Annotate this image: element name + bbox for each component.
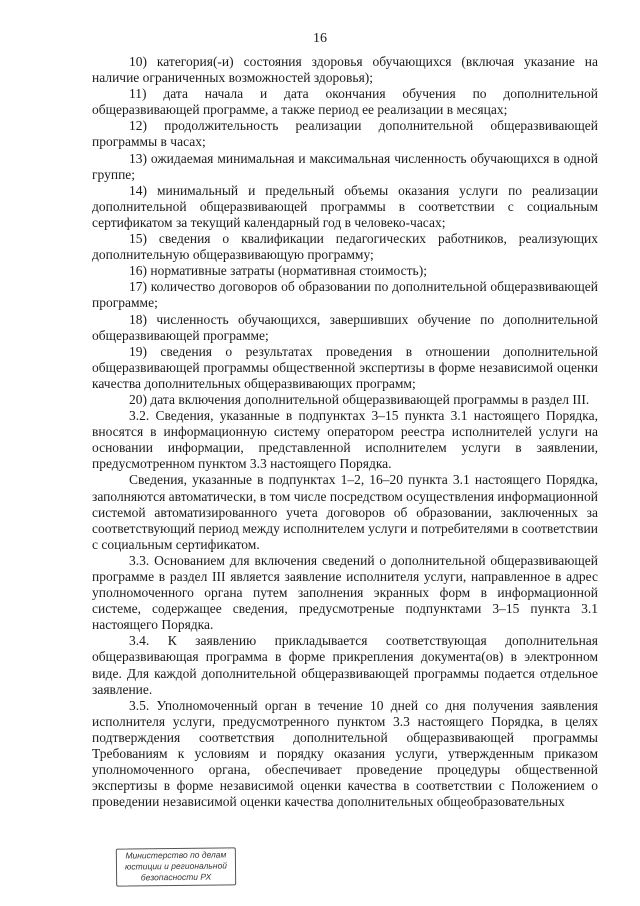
paragraph: 14) минимальный и предельный объемы оказания услуги по реализации дополнительной общеразвивающей программы в соответствии с социальным сертификатом за текущий календарный год в человеко-часах;: [92, 182, 598, 230]
paragraph: 3.3. Основанием для включения сведений о дополнительной общеразвивающей программе в раздел III является заявление исполнителя услуги, направленное в адрес уполномоченного органа путем заполнения экранных форм в информационной системе, содержащее сведения, предусмотреные подпунктами 3–15 пункта 3.1 настоящего Порядка.: [92, 552, 598, 633]
paragraph: 18) численность обучающихся, завершивших обучение по дополнительной общеразвивающей программе;: [92, 311, 598, 343]
stamp-line: безопасности РХ: [140, 871, 212, 883]
paragraph: 11) дата начала и дата окончания обучения по дополнительной общеразвивающей программе, а также период ее реализации в месяцах;: [92, 86, 598, 118]
paragraph: 12) продолжительность реализации дополнительной общеразвивающей программы в часах;: [92, 118, 598, 150]
stamp-line: Министерство по делам: [125, 849, 227, 861]
paragraph: 15) сведения о квалификации педагогических работников, реализующих дополнительную общеразвивающую программу;: [92, 231, 598, 263]
paragraph: 3.4. К заявлению прикладывается соответствующая дополнительная общеразвивающая программа в форме прикрепления документа(ов) в электронном виде. Для каждой дополнительной общеразвивающей программы подается отдельное заявление.: [92, 633, 598, 697]
paragraph: 10) категория(-и) состояния здоровья обучающихся (включая указание на наличие ограниченных возможностей здоровья);: [92, 54, 598, 86]
ministry-stamp: [116, 847, 236, 886]
paragraph: 20) дата включения дополнительной общеразвивающей программы в раздел III.: [129, 391, 590, 407]
document-body: [92, 54, 598, 810]
paragraph: Сведения, указанные в подпунктах 1–2, 16–20 пункта 3.1 настоящего Порядка, заполняются автоматически, в том числе посредством осуществления информационной системой автоматизированного учета договоров об образовании, заключенных за соответствующий период между исполнителем услуги и потребителями в соответствии с социальным сертификатом.: [92, 472, 598, 552]
paragraph: 17) количество договоров об образовании по дополнительной общеразвивающей программе;: [92, 279, 598, 311]
paragraph: 13) ожидаемая минимальная и максимальная численность обучающихся в одной группе;: [92, 150, 598, 182]
paragraph: 19) сведения о результатах проведения в отношении дополнительной общеразвивающей программы общественной экспертизы в форме независимой оценки качества дополнительных общеразвивающих программ;: [92, 343, 598, 391]
page-number: 16: [313, 31, 327, 46]
stamp-line: юстиции и региональной: [124, 860, 228, 872]
paragraph: 16) нормативные затраты (нормативная стоимость);: [129, 263, 427, 279]
paragraph: 3.5. Уполномоченный орган в течение 10 дней со дня получения заявления исполнителя услуги, предусмотренного пунктом 3.3 настоящего Порядка, в целях подтверждения соответствия дополнительной общеразвивающей программы Требованиям к условиям и порядку оказания услуги, утвержденным приказом уполномоченного органа, обеспечивает проведение процедуры общественной экспертизы в форме независимой оценки качества в соответствии с Положением о проведении независимой оценки качества дополнительных общеобразовательных: [92, 697, 598, 810]
paragraph: 3.2. Сведения, указанные в подпунктах 3–15 пункта 3.1 настоящего Порядка, вносятся в информационную систему оператором реестра исполнителей услуги на основании информации, представленной исполнителем услуги в заявлении, предусмотренном пунктом 3.3 настоящего Порядка.: [92, 408, 598, 472]
